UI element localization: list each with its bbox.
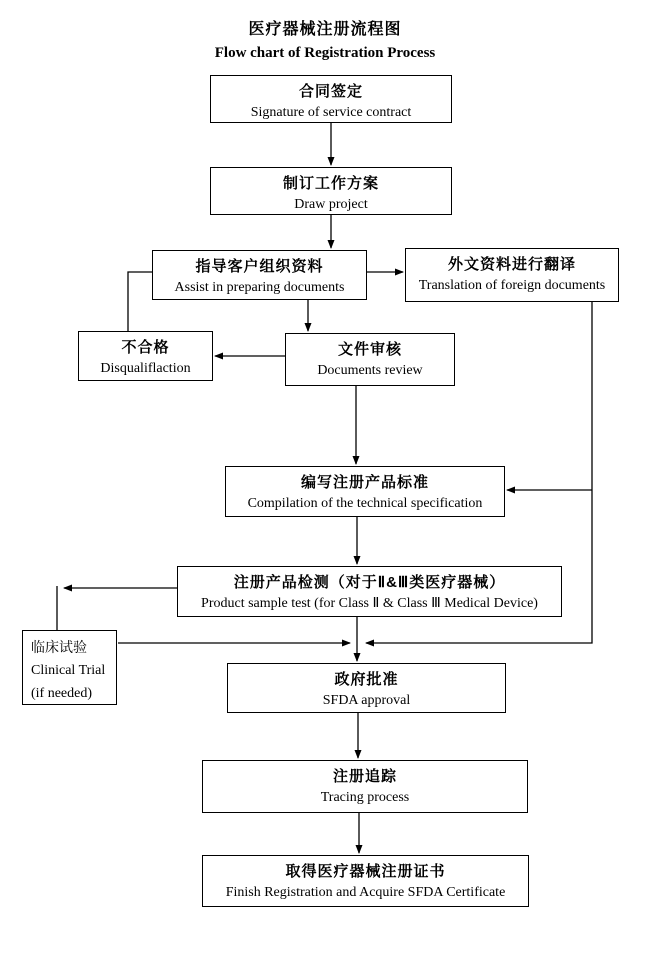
node-specification [225,466,505,517]
node-project-label-en: Draw project [294,197,368,212]
node-contract [210,75,452,123]
chart-titles [0,16,650,62]
node-review-label-en: Documents review [317,363,423,378]
node-certificate-label-en: Finish Registration and Acquire SFDA Certificate [225,885,506,900]
node-project-label-zh: 制订工作方案 [282,175,379,192]
node-certificate [202,855,529,907]
node-sample-test-label-zh: 注册产品检测（对于Ⅱ&Ⅲ类医疗器械） [233,574,506,591]
node-clinical-trial [22,630,117,705]
line-prepare-to-disqualification [128,272,152,331]
node-tracing [202,760,528,813]
node-sample-test-label-en: Product sample test (for Class Ⅱ & Class Ⅲ Medical Device) [201,596,538,611]
node-approval [227,663,506,713]
node-prepare [152,250,367,300]
node-project [210,167,452,215]
node-tracing-label-zh: 注册追踪 [332,768,397,785]
node-sample-test [177,566,562,617]
node-clinical-trial-label-zh: 临床试验 [31,639,87,655]
node-approval-label-zh: 政府批准 [334,671,399,688]
node-disqualification-label-zh: 不合格 [121,339,170,356]
node-specification-label-zh: 编写注册产品标准 [300,474,429,491]
node-prepare-label-en: Assist in preparing documents [174,280,345,295]
node-disqualification [78,331,213,381]
node-tracing-label-en: Tracing process [320,790,410,805]
node-certificate-label-zh: 取得医疗器械注册证书 [285,863,446,880]
node-clinical-trial-label-en2: (if needed) [31,686,93,701]
node-contract-label-zh: 合同签定 [298,83,363,100]
node-approval-label-en: SFDA approval [322,693,411,708]
node-clinical-trial-label-en: Clinical Trial [31,663,106,678]
page-title-en: Flow chart of Registration Process [214,45,436,61]
page-title-zh: 医疗器械注册流程图 [248,21,402,38]
node-review [285,333,455,386]
node-specification-label-en: Compilation of the technical specification [247,496,483,511]
node-translation [405,248,619,302]
node-translation-label-en: Translation of foreign documents [418,278,606,293]
node-contract-label-en: Signature of service contract [250,105,412,120]
node-translation-label-zh: 外文资料进行翻译 [447,256,576,273]
node-prepare-label-zh: 指导客户组织资料 [195,258,324,275]
node-disqualification-label-en: Disqualiflaction [100,361,191,376]
node-review-label-zh: 文件审核 [337,341,402,358]
